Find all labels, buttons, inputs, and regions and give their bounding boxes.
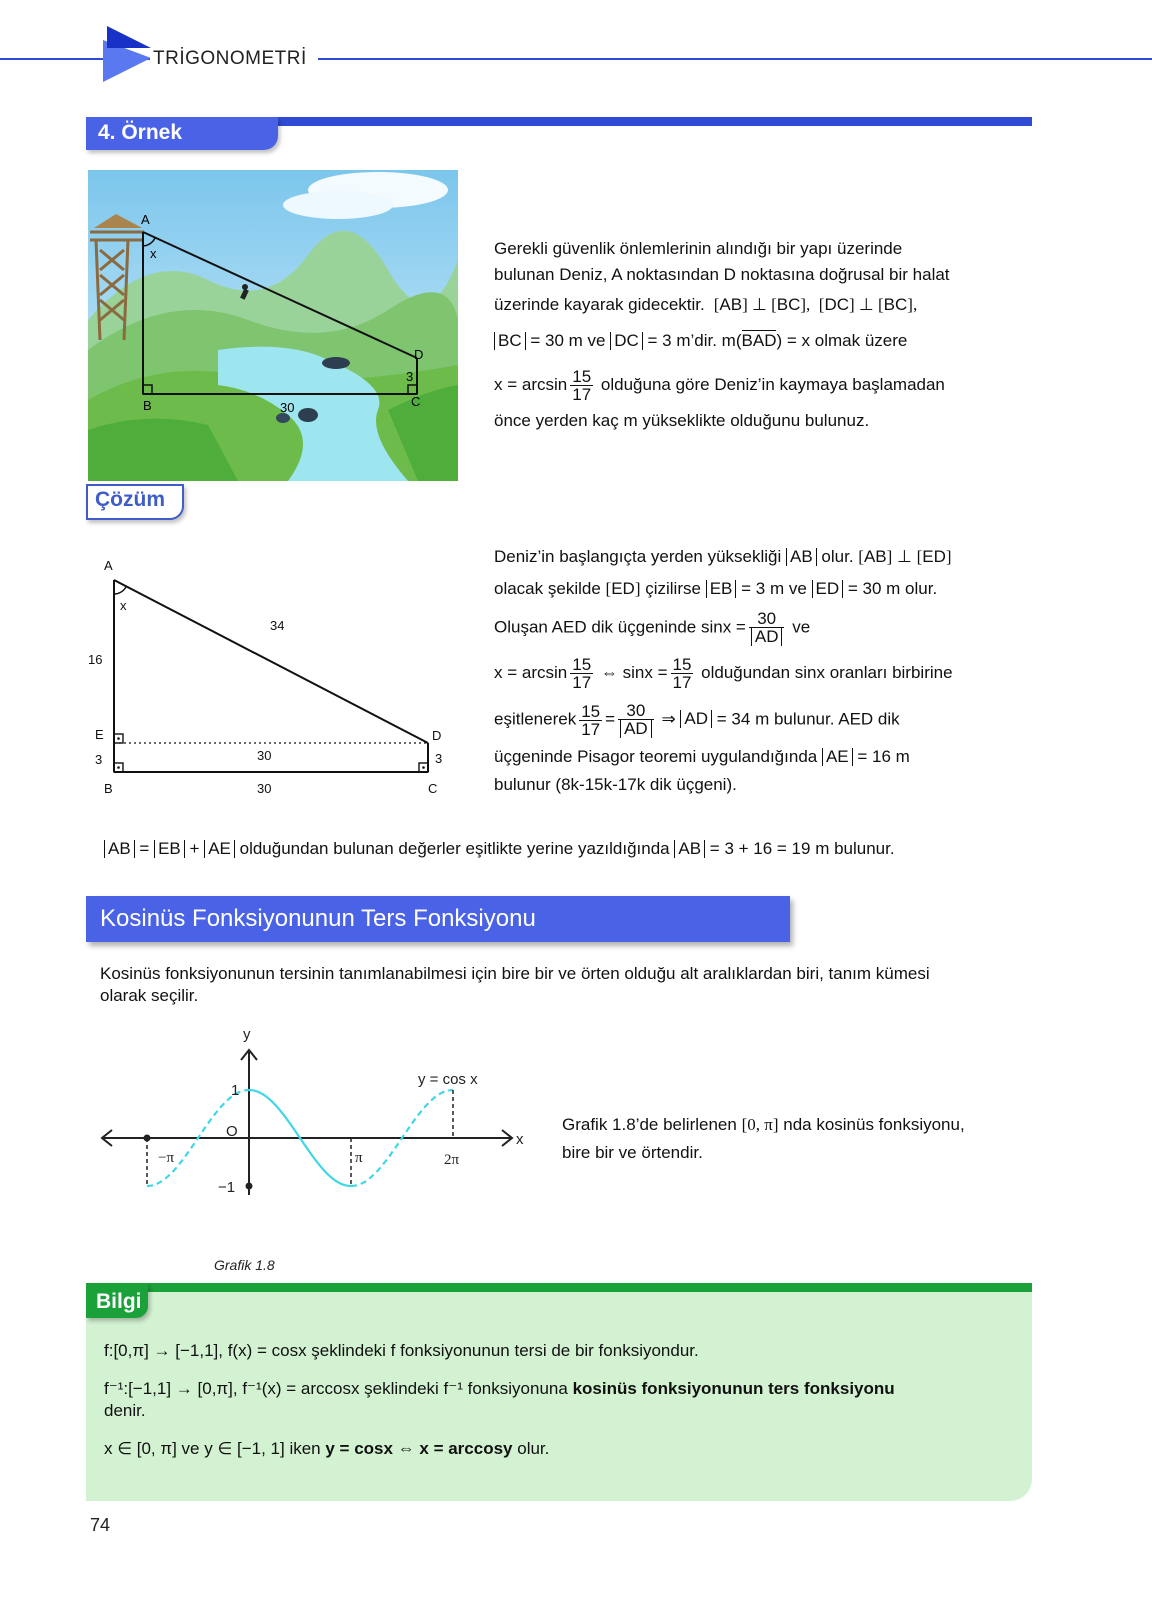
ex-fig-x: x bbox=[150, 246, 157, 261]
section-intro-1: Kosinüs fonksiyonunun tersinin tanımlanabilmesi için bire bir ve örten olduğu alt aralıklardan biri, tanım kümesi bbox=[100, 964, 930, 983]
info-line-3: denir. bbox=[104, 1401, 146, 1420]
fraction-30-ad: $\frac{30}{AD}$ bbox=[749, 610, 785, 646]
section-intro bbox=[100, 963, 1050, 1007]
info-line-4: x ∈ [0, π] ve y ∈ [−1, 1] iken y = cosx ⇔ x = arccosy olur. bbox=[104, 1439, 550, 1458]
sol-fig-hyp: 34 bbox=[270, 618, 285, 633]
ex-line-1: Gerekli güvenlik önlemlerinin alındığı bir yapı üzerinde bbox=[494, 239, 903, 258]
seg-dc: DC bbox=[824, 295, 849, 314]
fraction-15-17: $\frac{15}{17}$ bbox=[572, 367, 592, 404]
sol-line-2: olacak şekilde [ED] çizilirse EB = 3 m ve ED = 30 m olur. bbox=[494, 579, 938, 598]
ex-line-3-text: üzerinde kayarak gidecektir. bbox=[494, 295, 705, 314]
info-line-1: f:[0,π] → [−1,1], f(x) = cosx şeklindeki f fonksiyonunun tersi de bir fonksiyondur. bbox=[104, 1341, 699, 1360]
ex-fig-D: D bbox=[414, 347, 424, 362]
angle-bad: BAD bbox=[741, 331, 777, 350]
graph-origin: O bbox=[226, 1123, 238, 1140]
header-title: TRİGONOMETRİ bbox=[153, 48, 307, 69]
sol-fig-x: x bbox=[120, 598, 127, 613]
example-text bbox=[494, 238, 1014, 432]
graph-description: Grafik 1.8’de belirlenen [0, π] nda kosinüs fonksiyonu, bire bir ve örtendir. bbox=[562, 1115, 965, 1162]
abs-ed: ED bbox=[812, 580, 844, 598]
ex-line-6: önce yerden kaç m yükseklikte olduğunu bulunuz. bbox=[494, 411, 870, 430]
example-illustration bbox=[88, 170, 458, 481]
graph-ylabel: y bbox=[243, 1026, 251, 1043]
ex-fig-A: A bbox=[141, 212, 150, 227]
seg-ab: AB bbox=[719, 295, 743, 314]
sol-fig-ed: 30 bbox=[257, 748, 272, 763]
header-logo-icon bbox=[103, 26, 155, 82]
solution-text bbox=[494, 546, 1034, 796]
sol-fig-dc: 3 bbox=[435, 751, 443, 766]
ex-line-2: bulunan Deniz, A noktasından D noktasına doğrusal bir halat bbox=[494, 265, 950, 284]
solution-conclusion: AB = EB + AE olduğundan bulunan değerler eşitlikte yerine yazıldığında AB = 3 + 16 = 19 m bulunur. bbox=[104, 838, 1064, 860]
sol-line-5: eşitlenerek $\frac{15}{17}$ = $\frac{30}{AD}$ ⇒ AD = 34 m bulunur. AED dik bbox=[494, 701, 900, 739]
graph-one: 1 bbox=[231, 1082, 240, 1099]
graph-caption: Grafik 1.8 bbox=[214, 1257, 275, 1273]
sol-fig-C: C bbox=[428, 781, 438, 796]
section-title: Kosinüs Fonksiyonunun Ters Fonksiyonu bbox=[100, 905, 536, 932]
point-neg-pi bbox=[144, 1135, 151, 1142]
angle-eq: ) = x olmak üzere bbox=[776, 331, 908, 350]
ex-fig-bc: 30 bbox=[280, 400, 295, 415]
graph-pi: π bbox=[355, 1150, 363, 1166]
dc-value: = 3 m’dir. m( bbox=[647, 331, 742, 350]
solution-label: Çözüm bbox=[95, 488, 165, 511]
graph-minus-one: −1 bbox=[218, 1179, 236, 1196]
perp-symbol: ⊥ bbox=[858, 295, 874, 314]
seg-bc: BC bbox=[883, 295, 908, 314]
graph-func: y = cos x bbox=[418, 1071, 478, 1088]
page-number: 74 bbox=[90, 1515, 111, 1535]
info-content bbox=[104, 1340, 1024, 1460]
abs-eb: EB bbox=[706, 580, 737, 598]
bc-value: = 30 m ve bbox=[530, 331, 606, 350]
ex-fig-C: C bbox=[411, 394, 421, 409]
ex-line-5-text: olduğuna göre Deniz’in kaymaya başlamadan bbox=[600, 374, 945, 394]
sol-fig-ae: 16 bbox=[88, 652, 103, 667]
section-intro-2: olarak seçilir. bbox=[100, 986, 199, 1005]
ex-fig-dc: 3 bbox=[406, 369, 414, 384]
ex-line-4 bbox=[494, 330, 1014, 368]
seg-bc: BC bbox=[776, 295, 801, 314]
abs-bc: BC bbox=[494, 332, 526, 350]
cos-graph bbox=[96, 1020, 536, 1260]
info-line-2: f⁻¹:[−1,1] → [0,π], f⁻¹(x) = arccosx şeklindeki f⁻¹ fonksiyonuna kosinüs fonksiyonunun ters fonksiyonu bbox=[104, 1379, 895, 1398]
example-label: 4. Örnek bbox=[98, 121, 183, 144]
graph-xlabel: x bbox=[516, 1131, 524, 1148]
perp-symbol: ⊥ bbox=[752, 295, 767, 314]
arcsin-label: x = arcsin bbox=[494, 374, 568, 394]
abs-ae: AE bbox=[822, 748, 853, 766]
sol-fig-A: A bbox=[104, 558, 113, 573]
sol-line-4: x = arcsin $\frac{15}{17}$ ⇔ sinx = $\frac{15}{17}$ olduğundan sinx oranları birbirine bbox=[494, 655, 953, 692]
sol-fig-D: D bbox=[432, 728, 442, 743]
sol-line-7: bulunur (8k-15k-17k dik üçgeni). bbox=[494, 775, 737, 794]
graph-neg-pi: −π bbox=[158, 1150, 175, 1166]
ex-line-3: üzerinde kayarak gidecektir. [AB] ⊥ [BC], [DC] ⊥ [BC], bbox=[494, 295, 918, 314]
info-top-bar bbox=[86, 1283, 1032, 1292]
abs-ab: AB bbox=[786, 548, 817, 566]
graph-two-pi: 2π bbox=[444, 1152, 460, 1168]
point-minus-one bbox=[246, 1183, 253, 1190]
sol-fig-B: B bbox=[104, 781, 113, 796]
sol-fig-bc: 30 bbox=[257, 781, 272, 796]
sol-fig-E: E bbox=[95, 727, 104, 742]
info-label: Bilgi bbox=[96, 1290, 142, 1313]
sol-line-3: Oluşan AED dik üçgeninde sinx = $\frac{30}{AD}$ ve bbox=[494, 609, 811, 646]
abs-dc: DC bbox=[610, 332, 643, 350]
sol-line-6: üçgeninde Pisagor teoremi uygulandığında AE = 16 m bbox=[494, 747, 910, 766]
ex-fig-B: B bbox=[143, 398, 152, 413]
ex-line-5 bbox=[494, 368, 1014, 410]
sol-line-1: Deniz’in başlangıçta yerden yüksekliği AB olur. [AB] ⊥ [ED] bbox=[494, 547, 952, 566]
solution-figure bbox=[80, 550, 470, 825]
sol-fig-eb: 3 bbox=[95, 752, 103, 767]
